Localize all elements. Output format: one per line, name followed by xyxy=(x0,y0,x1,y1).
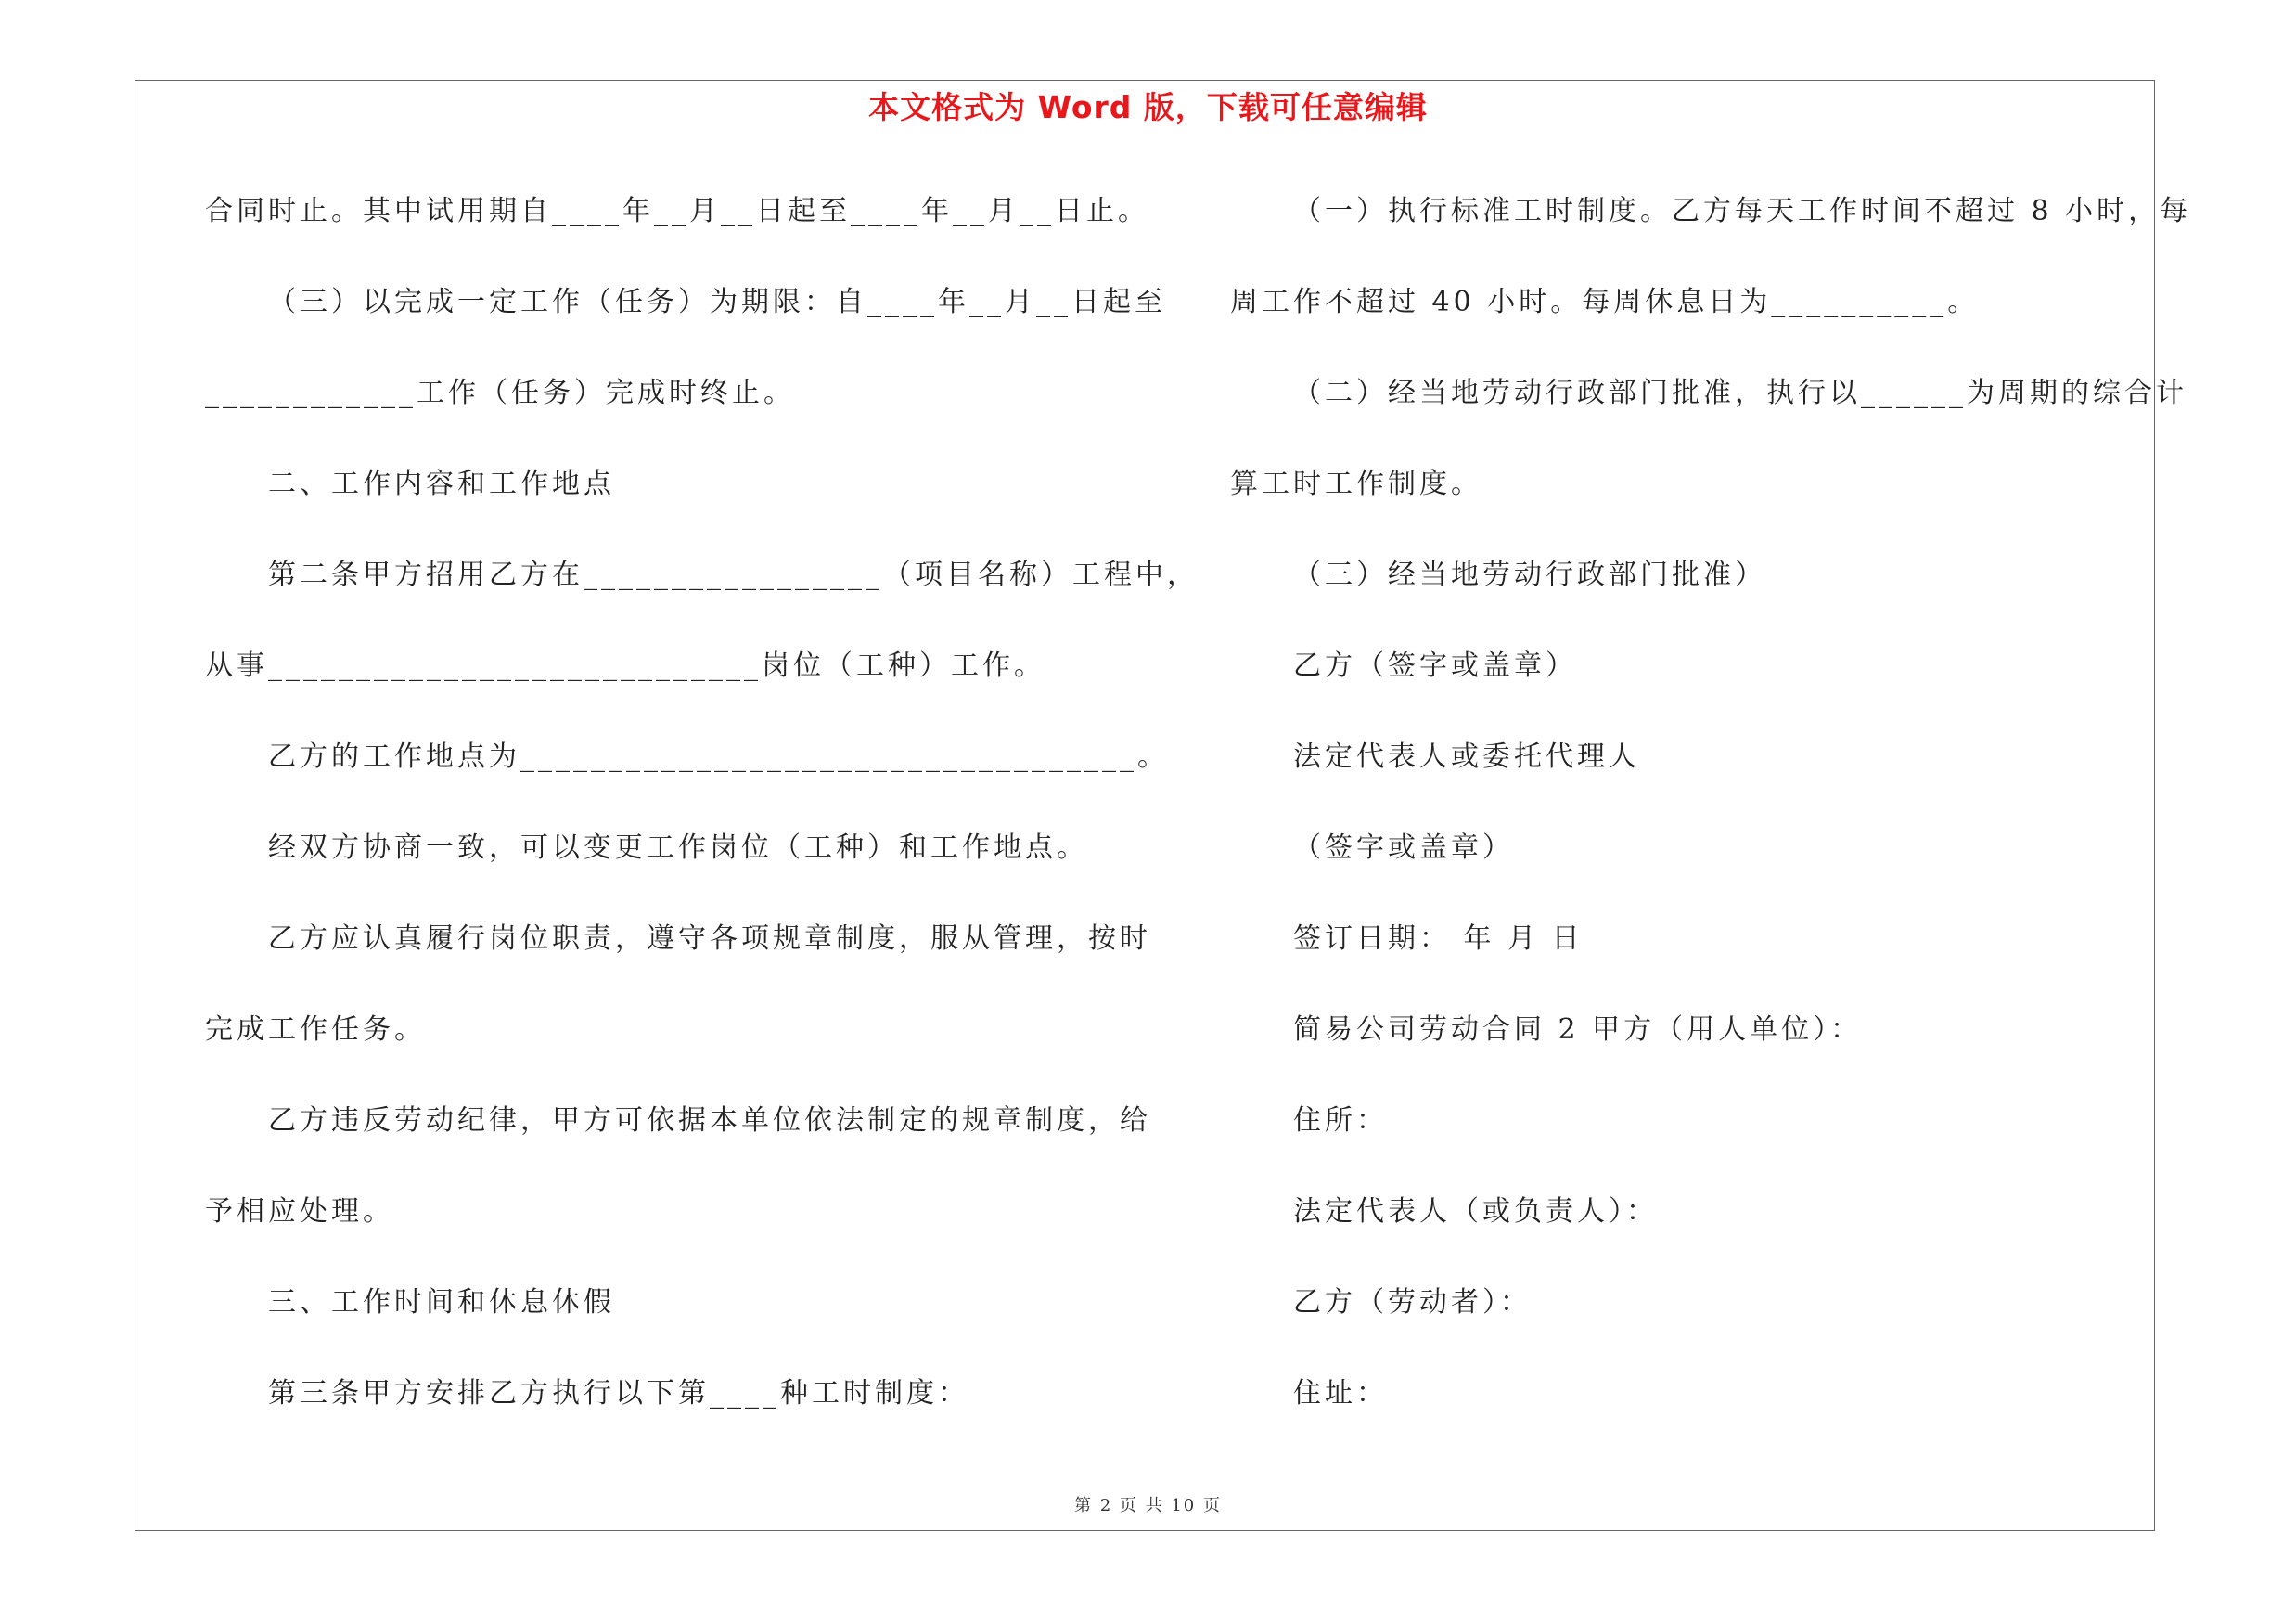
signing-date-label: 签订日期： 年 月 日 xyxy=(1293,922,1584,955)
residence-label: 住址： xyxy=(1293,1377,1388,1410)
left-line-9: 乙方应认真履行岗位职责，遵守各项规章制度，服从管理，按时 xyxy=(268,922,1151,955)
left-line-7: 乙方的工作地点为___________________________________。 xyxy=(268,741,1169,773)
left-line-3: ____________工作（任务）完成时终止。 xyxy=(205,377,795,409)
party-b-signature-label: 乙方（签字或盖章） xyxy=(1293,650,1577,682)
left-line-5: 第二条甲方招用乙方在_________________（项目名称）工程中， xyxy=(268,559,1199,591)
right-line-1: （一）执行标准工时制度。乙方每天工作时间不超过 8 小时，每 xyxy=(1293,195,2192,227)
address-label: 住所： xyxy=(1293,1104,1388,1137)
document-header-notice: 本文格式为 Word 版，下载可任意编辑 xyxy=(868,89,1428,125)
right-line-4: 算工时工作制度。 xyxy=(1230,468,1482,500)
left-line-1: 合同时止。其中试用期自____年__月__日起至____年__月__日止。 xyxy=(205,195,1149,227)
left-line-6: 从事____________________________岗位（工种）工作。 xyxy=(205,650,1045,682)
legal-representative-label: 法定代表人或委托代理人 xyxy=(1293,741,1640,773)
left-line-12: 予相应处理。 xyxy=(205,1195,394,1228)
left-line-8: 经双方协商一致，可以变更工作岗位（工种）和工作地点。 xyxy=(268,831,1088,864)
section-heading-work-content: 二、工作内容和工作地点 xyxy=(268,468,615,500)
left-line-10: 完成工作任务。 xyxy=(205,1013,426,1046)
left-line-14: 第三条甲方安排乙方执行以下第____种工时制度： xyxy=(268,1377,969,1410)
right-line-3: （二）经当地劳动行政部门批准，执行以______为周期的综合计 xyxy=(1293,377,2187,409)
legal-representative-responsible-label: 法定代表人（或负责人）： xyxy=(1293,1195,1658,1228)
section-heading-work-time: 三、工作时间和休息休假 xyxy=(268,1286,615,1319)
page-number-footer: 第 2 页 共 10 页 xyxy=(1074,1496,1222,1515)
right-line-5: （三）经当地劳动行政部门批准） xyxy=(1293,559,1766,591)
right-line-2: 周工作不超过 40 小时。每周休息日为__________。 xyxy=(1230,286,1980,318)
party-b-worker-label: 乙方（劳动者）： xyxy=(1293,1286,1532,1319)
left-line-11: 乙方违反劳动纪律，甲方可依据本单位依法制定的规章制度，给 xyxy=(268,1104,1151,1137)
contract-2-title-party-a: 简易公司劳动合同 2 甲方（用人单位）： xyxy=(1293,1013,1863,1046)
signature-seal-label: （签字或盖章） xyxy=(1293,831,1514,864)
left-line-2: （三）以完成一定工作（任务）为期限：自____年__月__日起至 xyxy=(268,286,1166,318)
